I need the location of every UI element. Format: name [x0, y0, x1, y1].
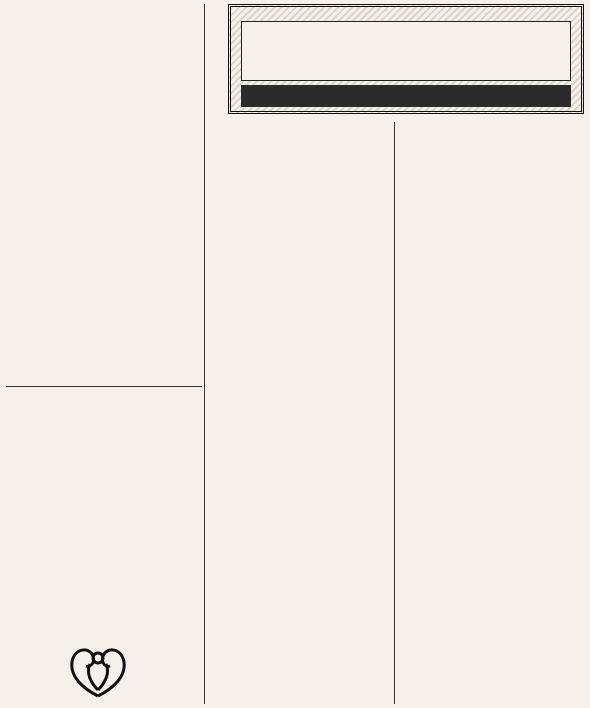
text-column-left-bottom: [6, 390, 202, 630]
column-divider-right: [394, 122, 395, 704]
text-column-right: [398, 122, 584, 702]
section-divider: [6, 386, 202, 387]
text-column-middle: [208, 122, 390, 702]
article-byline: [241, 85, 571, 107]
article-title: [241, 21, 571, 81]
title-banner: [228, 4, 584, 114]
decorative-ornament-icon: [62, 640, 134, 700]
column-divider-left: [204, 4, 205, 704]
text-column-left-top: [6, 4, 202, 384]
